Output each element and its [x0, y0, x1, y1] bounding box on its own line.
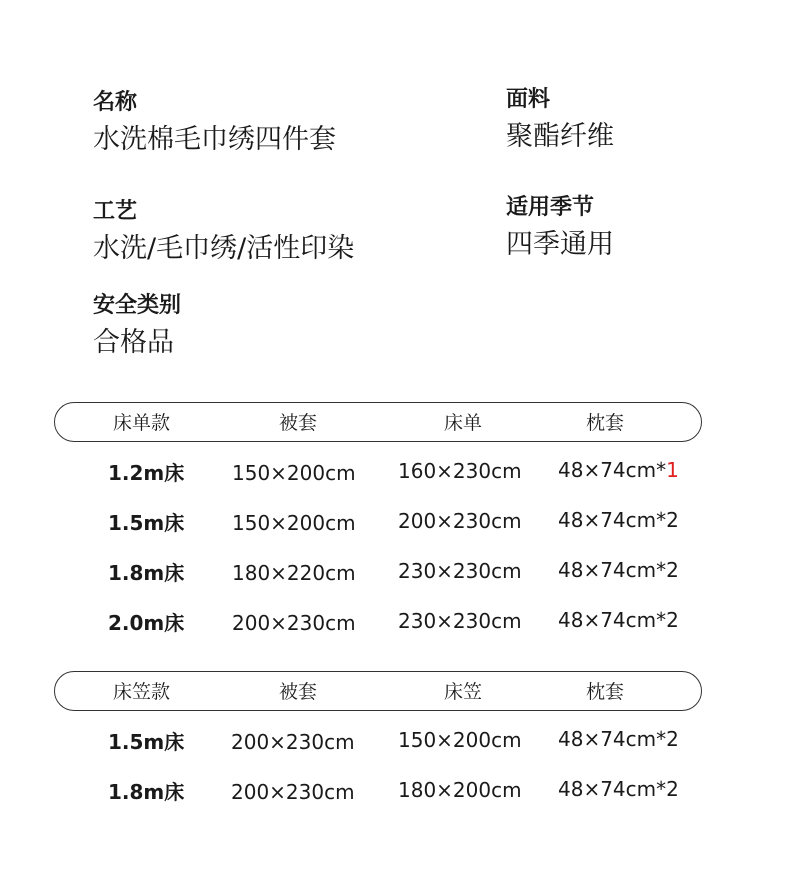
spec-name — [93, 89, 336, 157]
spec-craft — [93, 198, 354, 266]
table2-header-style: 床笠款 — [113, 681, 171, 703]
sheet-size: 230×230cm — [398, 609, 522, 633]
quilt-size: 150×200cm — [232, 461, 356, 485]
spec-fabric-label: 面料 — [506, 87, 551, 112]
spec-season — [506, 194, 614, 262]
pillow-size — [558, 774, 679, 804]
fitted-size: 150×200cm — [398, 728, 522, 752]
table1-header-sheet: 床单 — [444, 412, 483, 434]
bed-size: 1.2m床 — [108, 461, 185, 485]
table2-header-quilt: 被套 — [279, 681, 318, 703]
pillow-size — [558, 555, 679, 585]
quilt-size: 200×230cm — [231, 730, 355, 754]
pillow-dims: 48×74cm* — [558, 608, 667, 632]
table1-header — [54, 402, 702, 442]
spec-safety — [93, 292, 181, 360]
pillow-size — [558, 724, 679, 754]
bed-size: 2.0m床 — [108, 611, 185, 635]
pillow-qty: 2 — [666, 777, 679, 801]
table2-header-pillow: 枕套 — [586, 681, 625, 703]
spec-season-value: 四季通用 — [506, 229, 614, 260]
spec-safety-label: 安全类别 — [93, 293, 182, 318]
pillow-dims: 48×74cm* — [558, 508, 667, 532]
pillow-dims: 48×74cm* — [558, 777, 667, 801]
pillow-size — [558, 605, 679, 635]
quilt-size: 150×200cm — [232, 511, 356, 535]
spec-craft-label: 工艺 — [93, 199, 138, 224]
sheet-size: 230×230cm — [398, 559, 522, 583]
spec-season-label: 适用季节 — [506, 195, 595, 220]
pillow-size — [558, 505, 679, 535]
pillow-dims: 48×74cm* — [558, 458, 667, 482]
fitted-size: 180×200cm — [398, 778, 522, 802]
pillow-qty: 2 — [666, 608, 679, 632]
bed-size: 1.5m床 — [108, 511, 185, 535]
quilt-size: 200×230cm — [231, 780, 355, 804]
spec-fabric-value: 聚酯纤维 — [506, 121, 614, 152]
table1-header-style: 床单款 — [113, 412, 171, 434]
pillow-qty: 2 — [666, 558, 679, 582]
table2-header-fitted: 床笠 — [444, 681, 483, 703]
pillow-dims: 48×74cm* — [558, 558, 667, 582]
spec-craft-value: 水洗/毛巾绣/活性印染 — [93, 233, 355, 264]
spec-safety-value: 合格品 — [93, 327, 174, 358]
sheet-size: 200×230cm — [398, 509, 522, 533]
spec-name-label: 名称 — [93, 90, 138, 115]
table1-header-pillow: 枕套 — [586, 412, 625, 434]
pillow-dims: 48×74cm* — [558, 727, 667, 751]
table1-header-quilt: 被套 — [279, 412, 318, 434]
spec-name-value: 水洗棉毛巾绣四件套 — [93, 124, 336, 155]
bed-size: 1.8m床 — [108, 780, 185, 804]
pillow-qty: 2 — [666, 727, 679, 751]
table2-header — [54, 671, 702, 711]
bed-size: 1.8m床 — [108, 561, 185, 585]
pillow-qty: 2 — [666, 508, 679, 532]
sheet-size: 160×230cm — [398, 459, 522, 483]
spec-fabric — [506, 86, 614, 154]
pillow-qty: 1 — [666, 458, 679, 482]
quilt-size: 180×220cm — [232, 561, 356, 585]
bed-size: 1.5m床 — [108, 730, 185, 754]
pillow-size — [558, 455, 679, 485]
quilt-size: 200×230cm — [232, 611, 356, 635]
